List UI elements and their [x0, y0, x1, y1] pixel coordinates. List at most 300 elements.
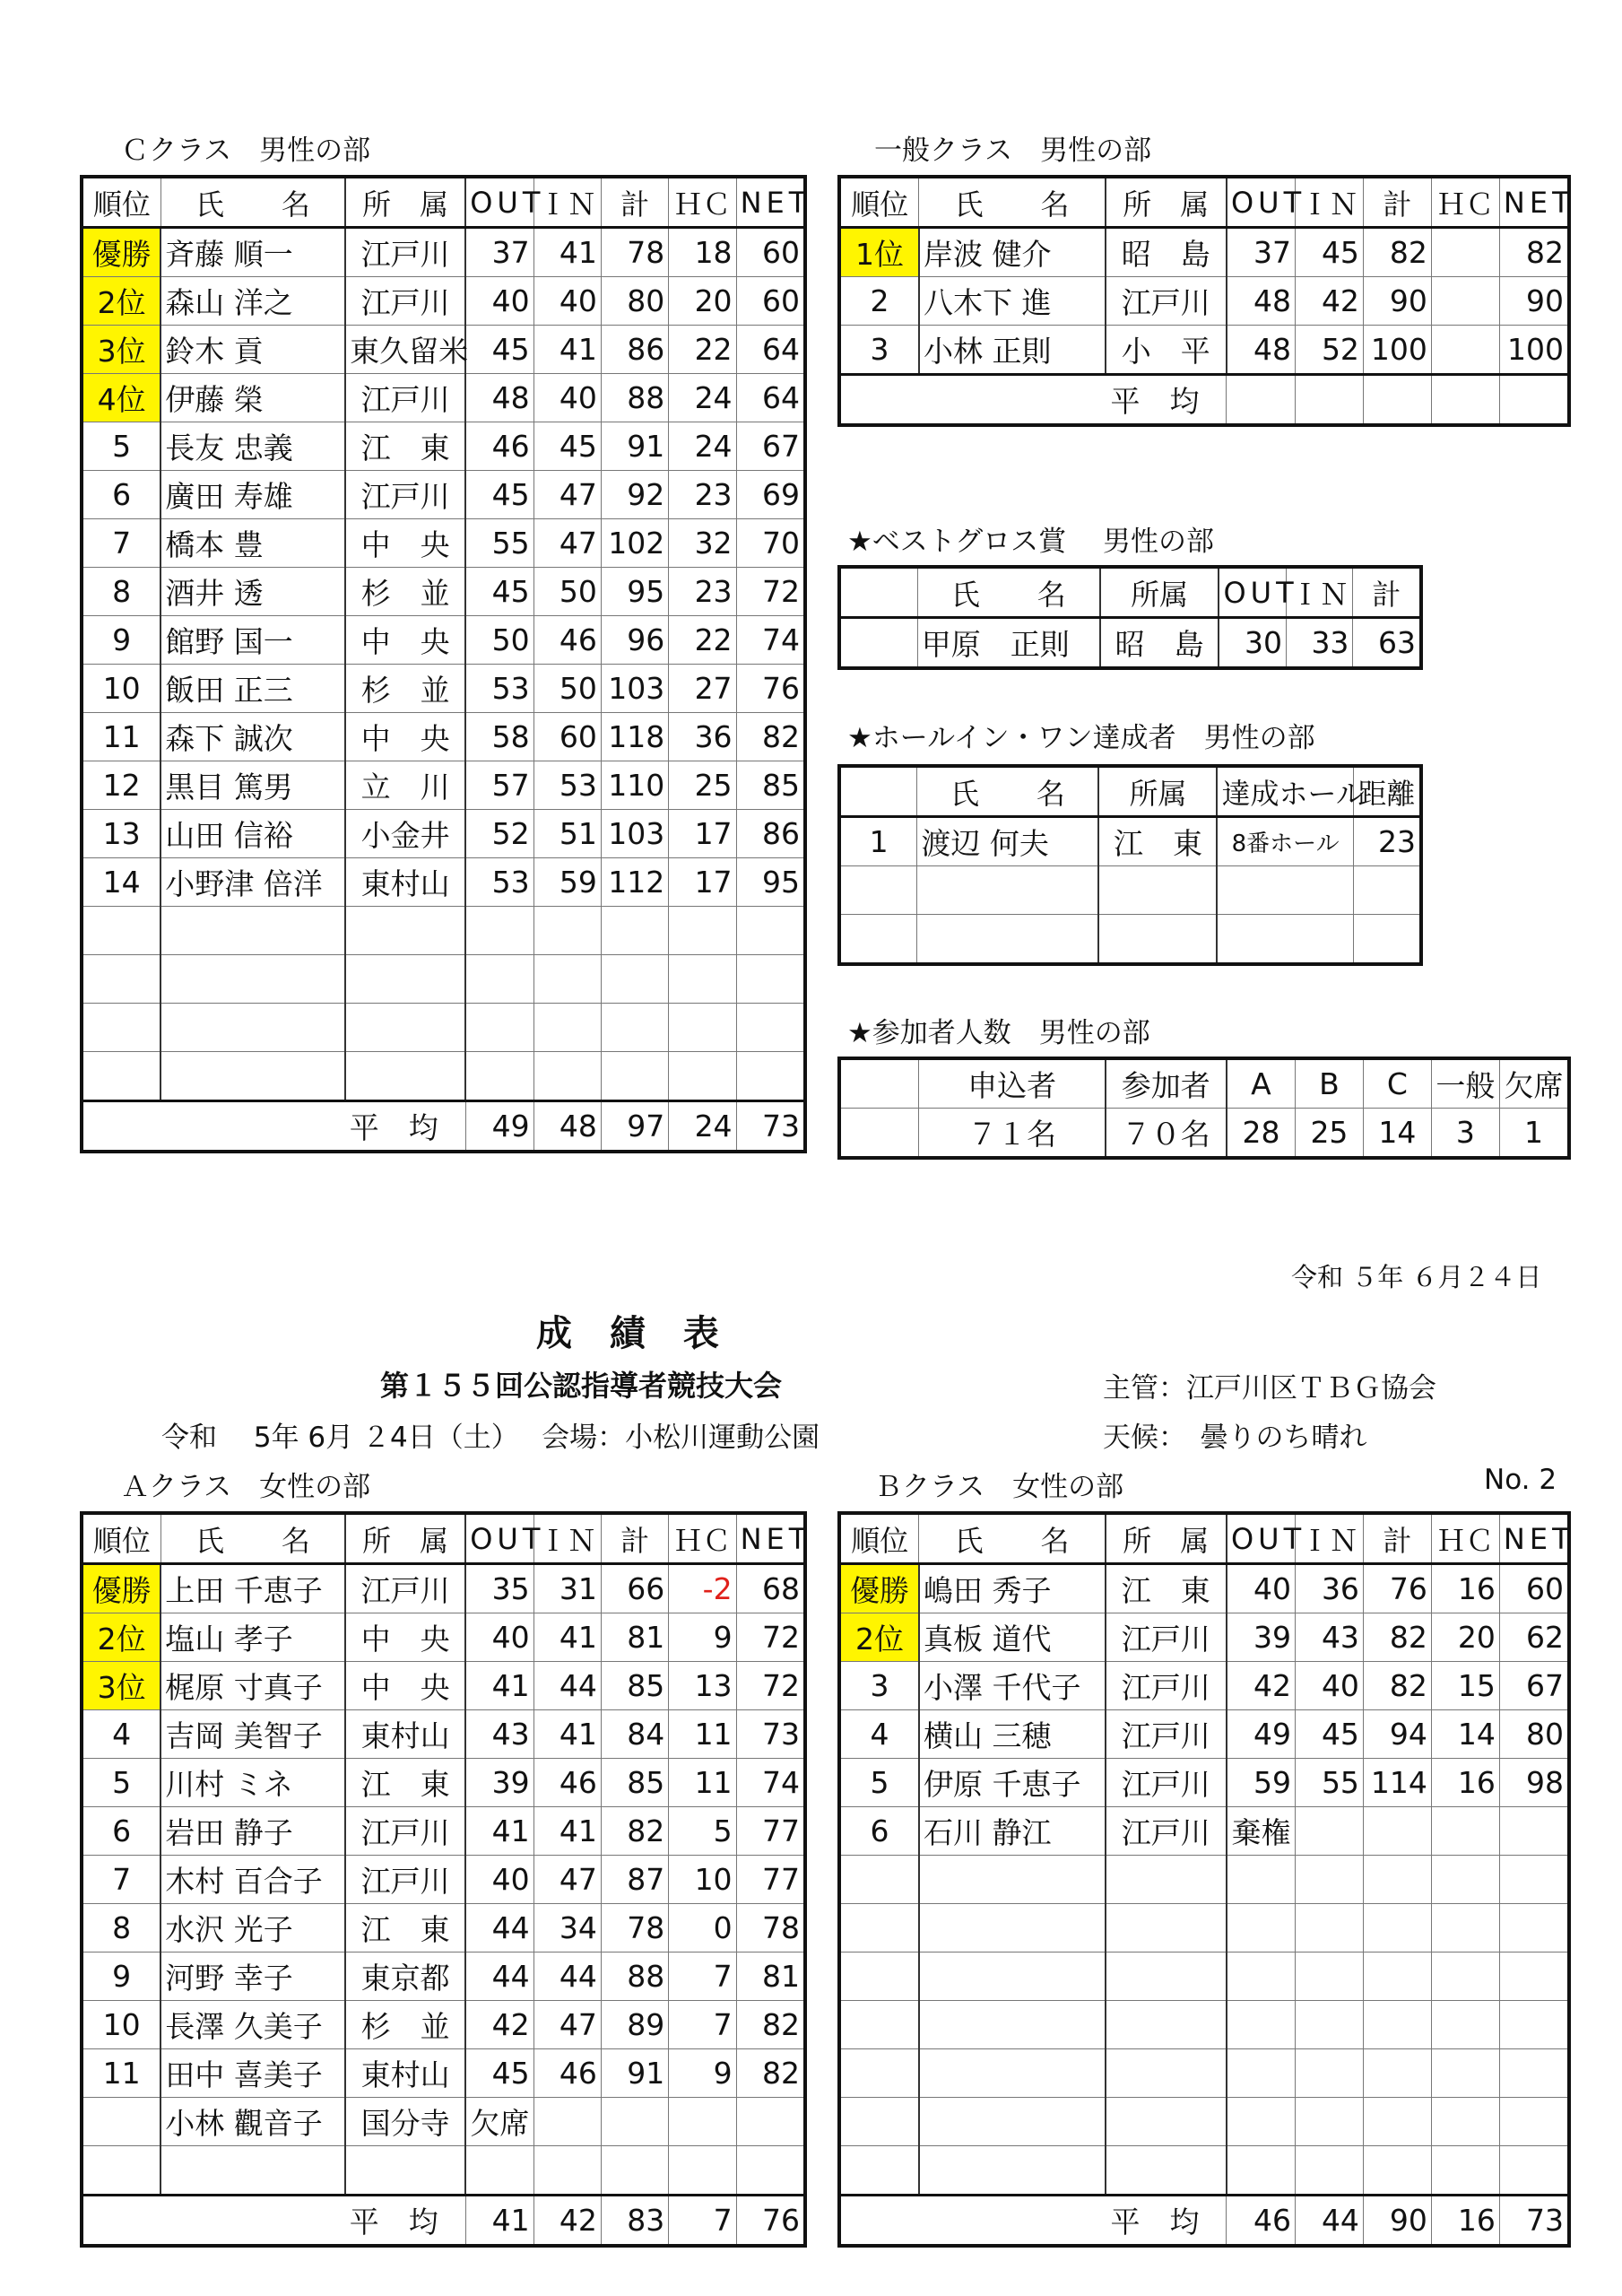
c-male-net-score	[736, 955, 805, 1004]
b-female-average-label: 平 均	[919, 2196, 1227, 2247]
b-female-row	[839, 1662, 1569, 1710]
c-male-affiliation: 小金井	[345, 810, 465, 858]
a-female-rank: 2位	[82, 1613, 160, 1662]
c-male-handicap: 32	[669, 519, 736, 568]
c-male-in-score: 50	[533, 665, 601, 713]
a-female-average-blank	[82, 2196, 160, 2247]
c-male-player-name	[160, 955, 345, 1004]
b-female-rank: 5	[839, 1759, 919, 1807]
participants-caption: ★参加者人数 男性の部	[847, 1017, 1150, 1049]
b-female-in-score	[1295, 2146, 1363, 2196]
c-male-net-score: 60	[736, 277, 805, 326]
b-female-total-score: 76	[1363, 1564, 1431, 1613]
b-female-out-score	[1227, 2098, 1296, 2146]
c-male-in-score: 47	[533, 519, 601, 568]
b-female-handicap: 20	[1431, 1613, 1499, 1662]
c-male-net-score: 86	[736, 810, 805, 858]
best-gross-in: 33	[1286, 618, 1352, 669]
a-female-in-score: 47	[533, 2001, 601, 2049]
b-female-total-score	[1363, 2001, 1431, 2049]
a-female-player-name: 上田 千恵子	[160, 1564, 345, 1613]
general-male-in-score: 42	[1295, 277, 1363, 326]
report-date: 令和 ５年 ６月２４日	[1291, 1262, 1542, 1292]
c-male-average-label: 平 均	[160, 1101, 465, 1152]
c-male-aff-header: 所 属	[345, 177, 465, 228]
b-female-affiliation	[1106, 2049, 1227, 2098]
general-male-average-label: 平 均	[919, 375, 1227, 426]
c-male-empty-row	[82, 955, 805, 1004]
b-female-player-name	[919, 2146, 1106, 2196]
c-male-in-score: 40	[533, 277, 601, 326]
a-female-player-name: 吉岡 美智子	[160, 1710, 345, 1759]
c-male-in-score: 40	[533, 374, 601, 422]
c-male-total-score: 102	[601, 519, 668, 568]
c-male-row	[82, 277, 805, 326]
c-male-player-name: 伊藤 榮	[160, 374, 345, 422]
a-female-net-score	[736, 2146, 805, 2196]
c-male-affiliation: 江戸川	[345, 277, 465, 326]
c-male-player-name: 森山 洋之	[160, 277, 345, 326]
b-female-handicap	[1431, 2049, 1499, 2098]
b-female-rank: 3	[839, 1662, 919, 1710]
b-female-handicap	[1431, 2146, 1499, 2196]
c-male-empty-row	[82, 907, 805, 955]
a-female-caption: Ａクラス 女性の部	[121, 1471, 371, 1503]
hio-blank	[1353, 866, 1421, 915]
a-female-average-hc: 7	[669, 2196, 736, 2247]
c-male-affiliation: 江戸川	[345, 471, 465, 519]
c-male-rank	[82, 907, 160, 955]
b-female-net-score	[1499, 2001, 1569, 2049]
b-female-handicap: 16	[1431, 1759, 1499, 1807]
b-female-empty-row	[839, 2001, 1569, 2049]
a-female-row	[82, 2001, 805, 2049]
c-male-out-score: 45	[465, 326, 533, 374]
a-female-player-name: 川村 ミネ	[160, 1759, 345, 1807]
hio-rank: 1	[839, 817, 917, 866]
a-female-rank: 7	[82, 1856, 160, 1904]
a-female-rank: 3位	[82, 1662, 160, 1710]
c-male-affiliation: 杉 並	[345, 568, 465, 616]
c-male-rank	[82, 1052, 160, 1101]
b-female-caption: Ｂクラス 女性の部	[874, 1471, 1124, 1503]
general-male-row	[839, 228, 1569, 277]
a-female-out-score: 43	[465, 1710, 533, 1759]
hole-in-one-table	[837, 764, 1423, 966]
b-female-empty-row	[839, 2049, 1569, 2098]
b-female-total-score: 114	[1363, 1759, 1431, 1807]
general-male-total-score: 90	[1363, 277, 1431, 326]
c-male-rank: 9	[82, 616, 160, 665]
c-male-in-header: ＩＮ	[533, 177, 601, 228]
general-male-average-out	[1227, 375, 1296, 426]
b-female-rank	[839, 1856, 919, 1904]
general-male-net-score: 82	[1499, 228, 1569, 277]
b-female-average-row	[839, 2196, 1569, 2247]
a-female-affiliation: 東村山	[345, 1710, 465, 1759]
a-female-out-score: 45	[465, 2049, 533, 2098]
b-female-rank-header: 順位	[839, 1513, 919, 1564]
c-male-total-score: 103	[601, 665, 668, 713]
a-female-rank: 4	[82, 1710, 160, 1759]
c-male-net-score	[736, 907, 805, 955]
general-male-in-header: ＩＮ	[1295, 177, 1363, 228]
a-female-total-score: 85	[601, 1662, 668, 1710]
c-male-average-in: 48	[533, 1101, 601, 1152]
b-female-out-score	[1227, 2146, 1296, 2196]
b-female-out-score: 39	[1227, 1613, 1296, 1662]
c-male-row	[82, 568, 805, 616]
b-female-rank	[839, 2146, 919, 2196]
c-male-out-score: 53	[465, 665, 533, 713]
b-female-name-header: 氏 名	[919, 1513, 1106, 1564]
participants-header: 一般	[1431, 1058, 1499, 1109]
c-male-in-score: 45	[533, 422, 601, 471]
b-female-affiliation: 江戸川	[1106, 1807, 1227, 1856]
a-female-net-score: 82	[736, 2049, 805, 2098]
b-female-row	[839, 1564, 1569, 1613]
c-male-average-net: 73	[736, 1101, 805, 1152]
c-male-total-score	[601, 1052, 668, 1101]
c-male-in-score: 46	[533, 616, 601, 665]
c-male-affiliation	[345, 1004, 465, 1052]
b-female-row	[839, 1710, 1569, 1759]
c-male-total-score: 80	[601, 277, 668, 326]
b-female-total-score	[1363, 1952, 1431, 2001]
hio-blank	[1098, 915, 1217, 965]
c-male-in-score	[533, 1052, 601, 1101]
a-female-handicap: 7	[669, 2001, 736, 2049]
general-male-net-score: 100	[1499, 326, 1569, 375]
c-male-row	[82, 713, 805, 761]
a-female-out-score: 欠席	[465, 2098, 533, 2146]
b-female-in-score: 55	[1295, 1759, 1363, 1807]
c-male-average-blank	[82, 1101, 160, 1152]
a-female-total-score: 82	[601, 1807, 668, 1856]
a-female-row	[82, 1710, 805, 1759]
c-male-affiliation: 東村山	[345, 858, 465, 907]
b-female-average-out: 46	[1227, 2196, 1296, 2247]
b-female-affiliation: 江戸川	[1106, 1759, 1227, 1807]
best-gross-caption: ★ベストグロス賞 男性の部	[847, 526, 1215, 558]
general-male-player-name: 岸波 健介	[919, 228, 1106, 277]
c-male-handicap: 25	[669, 761, 736, 810]
b-female-net-score	[1499, 2098, 1569, 2146]
b-female-empty-row	[839, 1952, 1569, 2001]
best-gross-table	[837, 565, 1423, 670]
hio-dist: 23	[1353, 817, 1421, 866]
c-male-net-score	[736, 1052, 805, 1101]
a-female-out-score: 44	[465, 1904, 533, 1952]
b-female-affiliation	[1106, 1952, 1227, 2001]
c-male-player-name: 橋本 豊	[160, 519, 345, 568]
c-male-handicap	[669, 1004, 736, 1052]
a-female-row	[82, 1564, 805, 1613]
c-male-handicap: 23	[669, 471, 736, 519]
c-male-in-score: 50	[533, 568, 601, 616]
participants-value: 14	[1363, 1109, 1431, 1159]
b-female-out-score	[1227, 1952, 1296, 2001]
a-female-in-score: 44	[533, 1662, 601, 1710]
best-gross-aff: 昭 島	[1100, 618, 1219, 669]
c-male-rank: 4位	[82, 374, 160, 422]
a-female-net-score: 77	[736, 1856, 805, 1904]
general-male-handicap	[1431, 326, 1499, 375]
c-male-row	[82, 519, 805, 568]
a-female-handicap: 11	[669, 1759, 736, 1807]
b-female-in-score	[1295, 2001, 1363, 2049]
general-male-net-score: 90	[1499, 277, 1569, 326]
a-female-net-score: 68	[736, 1564, 805, 1613]
b-female-player-name: 石川 静江	[919, 1807, 1106, 1856]
c-male-player-name: 鈴木 貢	[160, 326, 345, 374]
c-male-total-header: 計	[601, 177, 668, 228]
c-male-net-score: 64	[736, 326, 805, 374]
a-female-rank: 10	[82, 2001, 160, 2049]
general-male-in-score: 45	[1295, 228, 1363, 277]
c-male-player-name: 廣田 寿雄	[160, 471, 345, 519]
a-female-total-score	[601, 2098, 668, 2146]
a-female-total-score: 89	[601, 2001, 668, 2049]
a-female-row	[82, 1807, 805, 1856]
b-female-hc-header: ＨＣ	[1431, 1513, 1499, 1564]
participants-header: 欠席	[1499, 1058, 1569, 1109]
b-female-rank	[839, 2001, 919, 2049]
c-male-out-score: 40	[465, 277, 533, 326]
general-male-out-header: OUT	[1227, 177, 1296, 228]
c-male-net-score: 72	[736, 568, 805, 616]
hio-blank	[917, 915, 1099, 965]
c-male-row	[82, 471, 805, 519]
c-male-handicap: 17	[669, 858, 736, 907]
c-male-net-score: 67	[736, 422, 805, 471]
c-male-affiliation	[345, 907, 465, 955]
a-female-rank: 優勝	[82, 1564, 160, 1613]
c-male-rank-header: 順位	[82, 177, 160, 228]
a-female-handicap: 10	[669, 1856, 736, 1904]
c-male-in-score	[533, 907, 601, 955]
b-female-out-score	[1227, 1904, 1296, 1952]
general-male-caption: 一般クラス 男性の部	[874, 135, 1152, 167]
general-male-row	[839, 326, 1569, 375]
hole-in-one-caption: ★ホールイン・ワン達成者 男性の部	[847, 722, 1315, 754]
a-female-net-score: 82	[736, 2001, 805, 2049]
b-female-player-name	[919, 2098, 1106, 2146]
participants-header: B	[1295, 1058, 1363, 1109]
b-female-in-score	[1295, 2049, 1363, 2098]
participants-blank	[839, 1058, 919, 1109]
b-female-out-score	[1227, 2001, 1296, 2049]
a-female-rank	[82, 2098, 160, 2146]
c-male-total-score: 95	[601, 568, 668, 616]
participants-value: ７１名	[919, 1109, 1106, 1159]
a-female-player-name	[160, 2146, 345, 2196]
c-male-row	[82, 810, 805, 858]
general-male-rank: 2	[839, 277, 919, 326]
a-female-net-score: 74	[736, 1759, 805, 1807]
a-female-row	[82, 1952, 805, 2001]
general-male-total-header: 計	[1363, 177, 1431, 228]
b-female-affiliation: 江戸川	[1106, 1710, 1227, 1759]
a-female-in-score: 46	[533, 1759, 601, 1807]
b-female-player-name	[919, 1952, 1106, 2001]
c-male-total-score: 103	[601, 810, 668, 858]
general-male-handicap	[1431, 277, 1499, 326]
participants-header: C	[1363, 1058, 1431, 1109]
general-male-in-score: 52	[1295, 326, 1363, 375]
b-female-average-hc: 16	[1431, 2196, 1499, 2247]
a-female-affiliation: 中 央	[345, 1662, 465, 1710]
c-male-rank: 11	[82, 713, 160, 761]
a-female-in-score: 31	[533, 1564, 601, 1613]
c-male-net-header: NET	[736, 177, 805, 228]
c-male-out-score	[465, 955, 533, 1004]
c-male-net-score: 74	[736, 616, 805, 665]
a-female-net-score: 81	[736, 1952, 805, 2001]
c-male-out-score: 46	[465, 422, 533, 471]
c-male-net-score: 85	[736, 761, 805, 810]
b-female-in-score	[1295, 1856, 1363, 1904]
general-male-player-name: 八木下 進	[919, 277, 1106, 326]
b-female-net-score: 98	[1499, 1759, 1569, 1807]
a-female-row	[82, 1904, 805, 1952]
c-male-affiliation: 立 川	[345, 761, 465, 810]
a-female-table	[80, 1511, 811, 2248]
c-male-row	[82, 228, 805, 277]
a-female-hc-header: ＨＣ	[669, 1513, 736, 1564]
b-female-total-score: 82	[1363, 1662, 1431, 1710]
b-female-in-score: 36	[1295, 1564, 1363, 1613]
a-female-affiliation: 東村山	[345, 2049, 465, 2098]
a-female-total-score: 87	[601, 1856, 668, 1904]
b-female-net-score	[1499, 2049, 1569, 2098]
c-male-affiliation: 江戸川	[345, 228, 465, 277]
hio-hole-header: 達成ホール	[1217, 766, 1353, 817]
c-male-affiliation: 江戸川	[345, 374, 465, 422]
a-female-out-score: 40	[465, 1613, 533, 1662]
c-male-player-name	[160, 1052, 345, 1101]
a-female-rank	[82, 2146, 160, 2196]
hio-blank	[1217, 866, 1353, 915]
c-male-player-name: 小野津 倍洋	[160, 858, 345, 907]
a-female-out-score: 44	[465, 1952, 533, 2001]
b-female-net-score	[1499, 1856, 1569, 1904]
hio-dist-header: 距離	[1353, 766, 1421, 817]
a-female-handicap: 7	[669, 1952, 736, 2001]
a-female-player-name: 木村 百合子	[160, 1856, 345, 1904]
general-male-handicap	[1431, 228, 1499, 277]
c-male-total-score	[601, 955, 668, 1004]
c-male-row	[82, 665, 805, 713]
c-male-in-score	[533, 955, 601, 1004]
a-female-aff-header: 所 属	[345, 1513, 465, 1564]
c-male-affiliation: 中 央	[345, 519, 465, 568]
b-female-rank	[839, 1952, 919, 2001]
a-female-total-score	[601, 2146, 668, 2196]
b-female-rank	[839, 1904, 919, 1952]
b-female-rank	[839, 2049, 919, 2098]
c-male-rank: 12	[82, 761, 160, 810]
b-female-net-score: 67	[1499, 1662, 1569, 1710]
general-male-affiliation: 小 平	[1106, 326, 1227, 375]
participants-header: 参加者	[1106, 1058, 1227, 1109]
a-female-player-name: 小林 觀音子	[160, 2098, 345, 2146]
c-male-table	[80, 175, 811, 1153]
b-female-affiliation: 江戸川	[1106, 1662, 1227, 1710]
a-female-handicap: -2	[669, 1564, 736, 1613]
hio-name: 渡辺 何夫	[917, 817, 1099, 866]
a-female-row	[82, 2098, 805, 2146]
c-male-out-score: 58	[465, 713, 533, 761]
b-female-average-in: 44	[1295, 2196, 1363, 2247]
c-male-rank: 8	[82, 568, 160, 616]
a-female-rank: 5	[82, 1759, 160, 1807]
general-male-affiliation: 江戸川	[1106, 277, 1227, 326]
a-female-out-score: 41	[465, 1662, 533, 1710]
a-female-net-score: 73	[736, 1710, 805, 1759]
participants-blank	[839, 1109, 919, 1159]
a-female-affiliation	[345, 2146, 465, 2196]
c-male-total-score: 86	[601, 326, 668, 374]
c-male-player-name: 長友 忠義	[160, 422, 345, 471]
a-female-total-score: 81	[601, 1613, 668, 1662]
b-female-net-score: 60	[1499, 1564, 1569, 1613]
hio-blank	[839, 866, 917, 915]
best-gross-out: 30	[1219, 618, 1286, 669]
general-male-rank: 3	[839, 326, 919, 375]
b-female-rank: 優勝	[839, 1564, 919, 1613]
a-female-handicap: 9	[669, 2049, 736, 2098]
c-male-handicap	[669, 1052, 736, 1101]
b-female-in-score	[1295, 1807, 1363, 1856]
b-female-total-score: 94	[1363, 1710, 1431, 1759]
best-gross-aff-header: 所属	[1100, 567, 1219, 618]
a-female-row	[82, 1613, 805, 1662]
participants-value: 25	[1295, 1109, 1363, 1159]
a-female-affiliation: 杉 並	[345, 2001, 465, 2049]
general-male-total-score: 82	[1363, 228, 1431, 277]
b-female-row	[839, 1807, 1569, 1856]
b-female-in-score: 45	[1295, 1710, 1363, 1759]
b-female-total-score	[1363, 1856, 1431, 1904]
a-female-average-out: 41	[465, 2196, 533, 2247]
a-female-net-score	[736, 2098, 805, 2146]
c-male-total-score: 110	[601, 761, 668, 810]
b-female-affiliation: 江戸川	[1106, 1613, 1227, 1662]
a-female-rank-header: 順位	[82, 1513, 160, 1564]
b-female-out-score: 42	[1227, 1662, 1296, 1710]
participants-value: 1	[1499, 1109, 1569, 1159]
b-female-player-name: 真板 道代	[919, 1613, 1106, 1662]
c-male-net-score: 70	[736, 519, 805, 568]
c-male-row	[82, 616, 805, 665]
b-female-row	[839, 1759, 1569, 1807]
c-male-net-score: 64	[736, 374, 805, 422]
a-female-handicap	[669, 2098, 736, 2146]
a-female-total-score: 78	[601, 1904, 668, 1952]
b-female-total-header: 計	[1363, 1513, 1431, 1564]
c-male-rank: 5	[82, 422, 160, 471]
b-female-handicap	[1431, 1904, 1499, 1952]
a-female-player-name: 水沢 光子	[160, 1904, 345, 1952]
b-female-handicap	[1431, 1807, 1499, 1856]
c-male-out-score: 55	[465, 519, 533, 568]
a-female-affiliation: 江戸川	[345, 1564, 465, 1613]
b-female-average-blank	[839, 2196, 919, 2247]
c-male-rank: 14	[82, 858, 160, 907]
c-male-player-name: 森下 誠次	[160, 713, 345, 761]
hio-blank	[917, 866, 1099, 915]
